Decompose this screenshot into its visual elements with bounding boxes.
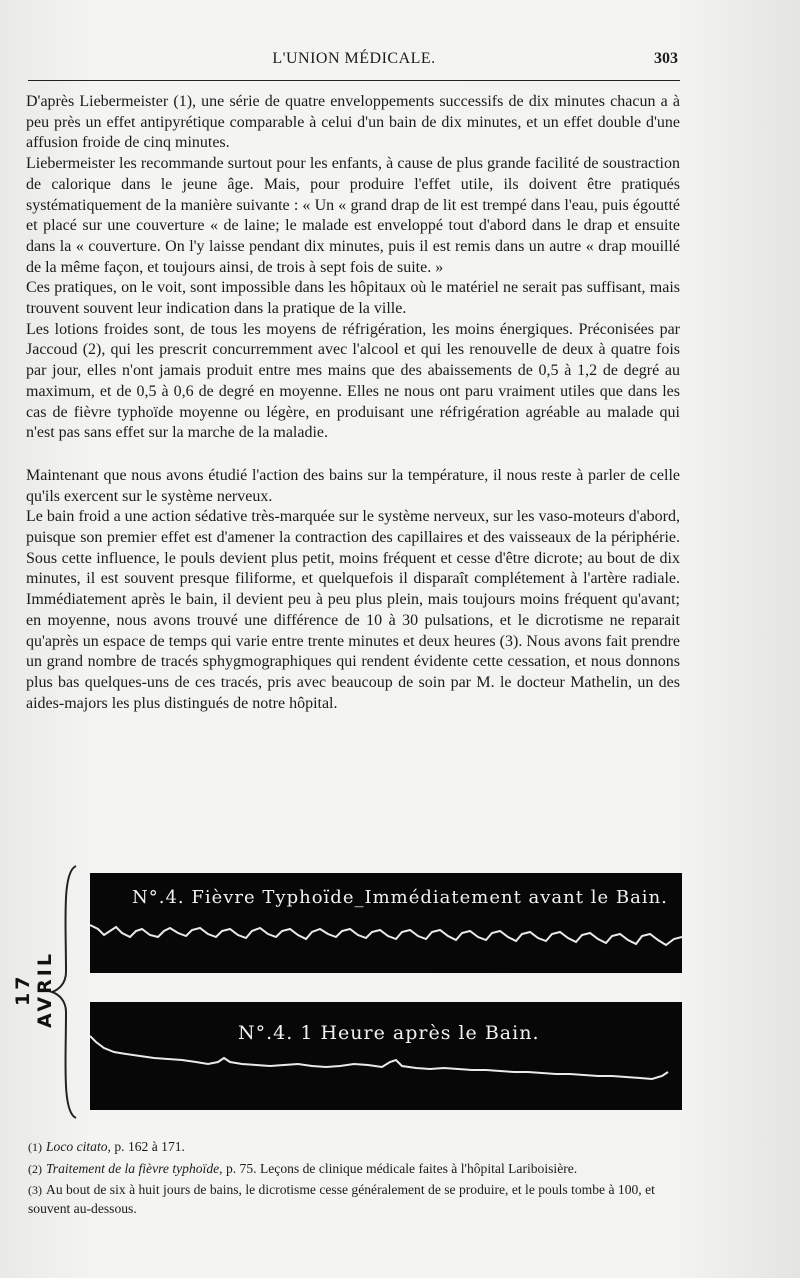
footnote-3-text: Au bout de six à huit jours de bains, le dicrotisme cesse généralement de se produire, et le pouls tombe à 100, et souvent au-dessous. <box>28 1182 655 1216</box>
page-number: 303 <box>654 50 678 67</box>
footnote-2-mark: (2) <box>28 1161 42 1176</box>
paragraph-cold-bath-action: Le bain froid a une action sédative très-marquée sur le système nerveux, sur les vaso-moteurs d'abord, puisque son premier effet est d'amener la contraction des capillaires et des vaisseaux de la périphérie. Sous cette influence, le pouls devient plus petit, moins fréquent et cesse d'être dicrote; au bout de dix minutes, il est souvent presque filiforme, et quelquefois il disparaît complétement à l'artère radiale. Immédiatement après le bain, il devient peu à peu plus plein, mais toujours moins fréquent qu'avant; en moyenne, nous avons trouvé une différence de 10 à 30 pulsations, et le dicrotisme ne reparait qu'après un espace de temps qui varie entre trente minutes et deux heures (3). Nous avons fait prendre un grand nombre de tracés sphygmographiques qui rendent évidente cette cessation, et nous donnons plus bas quelques-uns de ces tracés, pris avec beaucoup de soin par M. le docteur Mathelin, un des aides-majors les plus distingués de notre hôpital. <box>26 508 680 712</box>
date-label: 17 AVRIL <box>12 951 56 1029</box>
page-header <box>28 50 680 76</box>
footnote-1-mark: (1) <box>28 1140 42 1154</box>
trace-label-after-bath: N°.4. 1 Heure après le Bain. <box>238 1022 540 1044</box>
footnote-2-text: p. 75. Leçons de clinique médicale faites à l'hôpital Lariboisière. <box>222 1160 578 1176</box>
paragraph-practices: Ces pratiques, on le voit, sont impossible dans les hôpitaux où le matériel ne serait pas suffisant, mais trouvent souvent leur indication dans la pratique de la ville. <box>26 279 680 318</box>
pulse-curve-after-bath <box>90 1002 682 1110</box>
pulse-curve-before-bath <box>90 873 682 973</box>
section-gap <box>26 444 680 466</box>
footnote-3-mark: (3) <box>28 1183 42 1197</box>
footnotes <box>28 1138 680 1220</box>
paragraph-liebermeister-intro: D'après Liebermeister (1), une série de quatre enveloppements successifs de dix minutes chacun a à peu près un effet antipyrétique comparable à celui d'un bain de dix minutes, et un effet double d'une affusion froide de cinq minutes. <box>26 93 680 152</box>
footnote-2-title: Traitement de la fièvre typhoïde, <box>46 1160 223 1176</box>
footnote-1-title: Loco citato, <box>46 1139 111 1154</box>
body-text <box>26 92 680 714</box>
footnote-1-text: p. 162 à 171. <box>110 1139 185 1154</box>
sphygmograph-trace-before-bath <box>90 873 682 973</box>
trace-label-before-bath: N°.4. Fièvre Typhoïde_Immédiatement avant le Bain. <box>132 887 668 908</box>
running-title: L'UNION MÉDICALE. <box>272 50 436 67</box>
paragraph-liebermeister-method: Liebermeister les recommande surtout pour les enfants, à cause de plus grande facilité de soustraction de calorique dans le jeune âge. Mais, pour produire l'effet utile, ils doivent être pratiqués systématiquement de la manière suivante : « Un « grand drap de lit est trempé dans l'eau, puis égoutté et placé sur une couverture « de laine; le malade est enveloppé tout d'abord dans le drap et ensuite dans la « couverture. On l'y laisse pendant dix minutes, puis il est remis dans un autre « drap mouillé de la même façon, et toujours ainsi, de trois à sept fois de suite. » <box>26 155 680 276</box>
paragraph-nervous-system-intro: Maintenant que nous avons étudié l'action des bains sur la température, il nous reste à parler de celle qu'ils exercent sur le système nerveux. <box>26 466 680 505</box>
sphygmograph-trace-after-bath <box>90 1002 682 1110</box>
paragraph-lotions: Les lotions froides sont, de tous les moyens de réfrigération, les moins énergiques. Préconisées par Jaccoud (2), qui les prescrit concurremment avec l'alcool et qui les renouvelle de deux à quatre fois par jour, elles n'ont jamais produit entre mes mains que des abaissements de 0,5 à 1,2 de degré au maximum, et de 0,5 à 0,6 de degré en moyenne. Elles ne nous ont paru vraiment utiles que dans les cas de fièvre typhoïde moyenne ou légère, en produisant une réfrigération agréable au malade qui n'est pas sans effet sur la marche de la maladie. <box>26 320 680 442</box>
header-rule <box>28 80 680 81</box>
footnote-1 <box>28 1138 680 1157</box>
footnote-3 <box>28 1181 680 1217</box>
brace-mark <box>48 862 88 1122</box>
footnote-2 <box>28 1160 680 1179</box>
